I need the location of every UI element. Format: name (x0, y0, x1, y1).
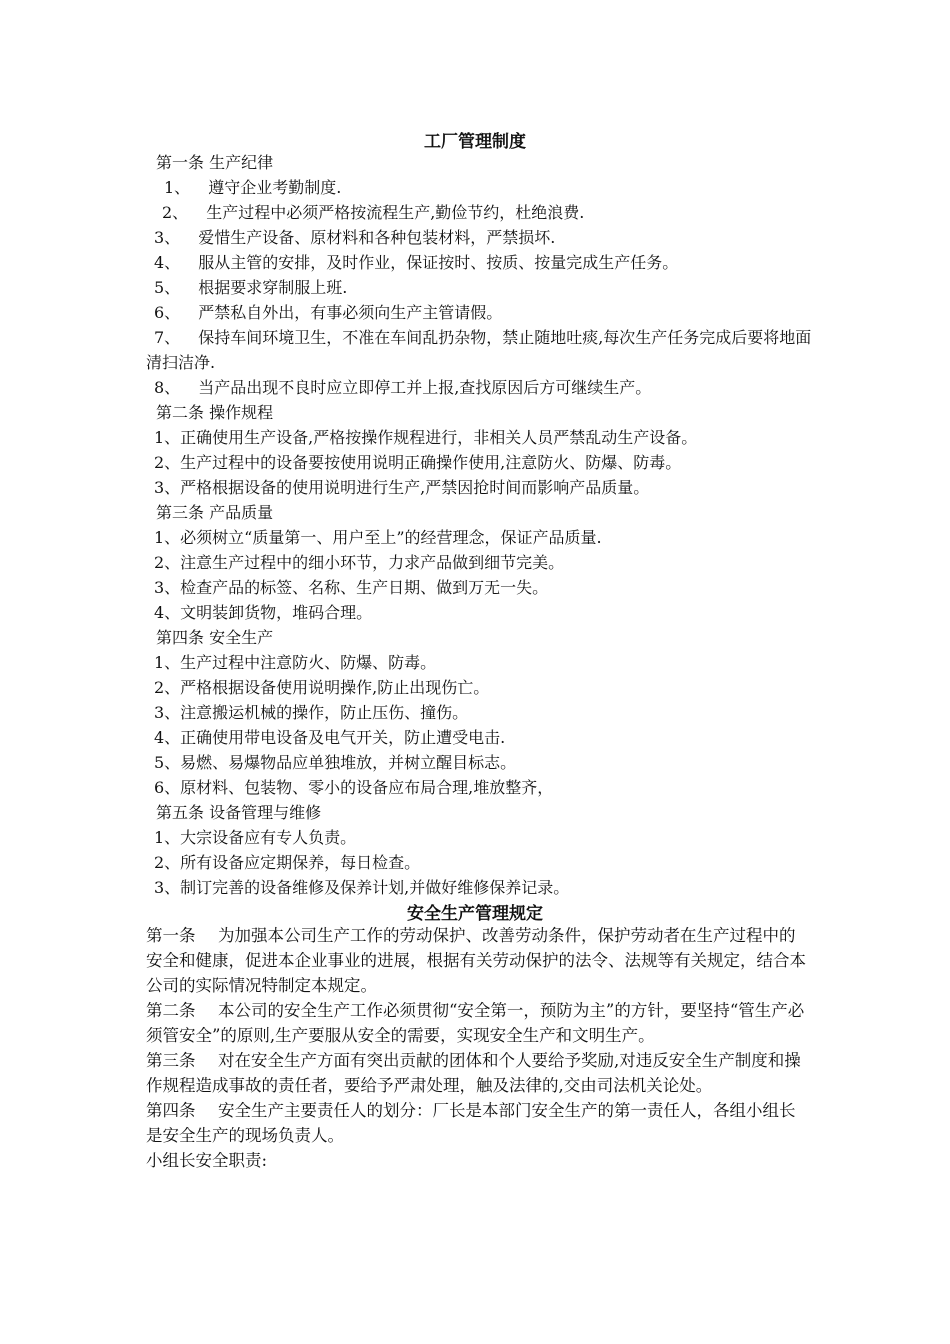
list-item: 6、 严禁私自外出，有事必须向生产主管请假。 (154, 303, 503, 322)
list-item: 4、文明装卸货物，堆码合理。 (154, 603, 373, 622)
article-label: 第四条 (146, 1101, 196, 1120)
list-item: 1、必须树立“质量第一、用户至上”的经营理念，保证产品质量. (154, 528, 602, 547)
list-item: 2、注意生产过程中的细小环节，力求产品做到细节完美。 (154, 553, 565, 572)
list-item: 2、所有设备应定期保养，每日检查。 (154, 853, 421, 872)
article-heading: 第五条 设备管理与维修 (156, 803, 322, 822)
document-title: 工厂管理制度 (424, 132, 526, 152)
article-heading: 第三条 产品质量 (156, 503, 274, 522)
article-paragraph: 第三条 对在安全生产方面有突出贡献的团体和个人要给予奖励,对违反安全生产制度和操作规程造成事故的责任者，要给予严肃处理，触及法律的,交由司法机关论处。 (146, 1048, 808, 1098)
list-item: 5、 根据要求穿制服上班. (154, 278, 348, 297)
list-item: 3、严格根据设备的使用说明进行生产,严禁因抢时间而影响产品质量。 (154, 478, 650, 497)
list-item: 2、严格根据设备使用说明操作,防止出现伤亡。 (154, 678, 490, 697)
list-item: 3、检查产品的标签、名称、生产日期、做到万无一失。 (154, 578, 549, 597)
list-item: 4、正确使用带电设备及电气开关，防止遭受电击. (154, 728, 506, 747)
section-title: 安全生产管理规定 (407, 904, 543, 924)
article-label: 第三条 (146, 1051, 196, 1070)
list-item: 4、 服从主管的安排，及时作业，保证按时、按质、按量完成生产任务。 (154, 253, 679, 272)
article-label: 第一条 (146, 926, 196, 945)
list-item: 1、 遵守企业考勤制度. (164, 178, 342, 197)
list-item: 8、 当产品出现不良时应立即停工并上报,查找原因后方可继续生产。 (154, 378, 652, 397)
safety-rules-section (146, 923, 808, 1173)
list-item: 1、生产过程中注意防火、防爆、防毒。 (154, 653, 437, 672)
article-heading: 第一条 生产纪律 (156, 153, 274, 172)
list-item: 3、注意搬运机械的操作，防止压伤、撞伤。 (154, 703, 469, 722)
list-item: 5、易燃、易爆物品应单独堆放，并树立醒目标志。 (154, 753, 517, 772)
article-paragraph: 第二条 本公司的安全生产工作必须贯彻“安全第一，预防为主”的方针，要坚持“管生产必须管安全”的原则,生产要服从安全的需要，实现安全生产和文明生产。 (146, 998, 808, 1048)
article-paragraph: 第一条 为加强本公司生产工作的劳动保护、改善劳动条件，保护劳动者在生产过程中的安全和健康，促进本企业事业的进展，根据有关劳动保护的法令、法规等有关规定，结合本公司的实际情况特制定本规定。 (146, 923, 808, 998)
list-item: 2、生产过程中的设备要按使用说明正确操作使用,注意防火、防爆、防毒。 (154, 453, 682, 472)
article-heading: 第四条 安全生产 (156, 628, 274, 647)
list-item: 1、正确使用生产设备,严格按操作规程进行，非相关人员严禁乱动生产设备。 (154, 428, 698, 447)
list-item: 2、 生产过程中必须严格按流程生产,勤俭节约，杜绝浪费. (162, 203, 585, 222)
subheading: 小组长安全职责: (146, 1151, 268, 1170)
list-item: 1、大宗设备应有专人负责。 (154, 828, 357, 847)
list-item: 3、制订完善的设备维修及保养计划,并做好维修保养记录。 (154, 878, 570, 897)
article-paragraph: 第四条 安全生产主要责任人的划分：厂长是本部门安全生产的第一责任人，各组小组长是安全生产的现场负责人。 (146, 1098, 808, 1148)
list-item: 6、原材料、包装物、零小的设备应布局合理,堆放整齐， (154, 778, 554, 797)
article-heading: 第二条 操作规程 (156, 403, 274, 422)
list-item: 3、 爱惜生产设备、原材料和各种包装材料，严禁损坏. (154, 228, 556, 247)
list-item: 7、 保持车间环境卫生，不准在车间乱扔杂物，禁止随地吐痰,每次生产任务完成后要将地面清扫洁净. (146, 328, 812, 372)
article-label: 第二条 (146, 1001, 196, 1020)
factory-rules-section (146, 150, 816, 900)
